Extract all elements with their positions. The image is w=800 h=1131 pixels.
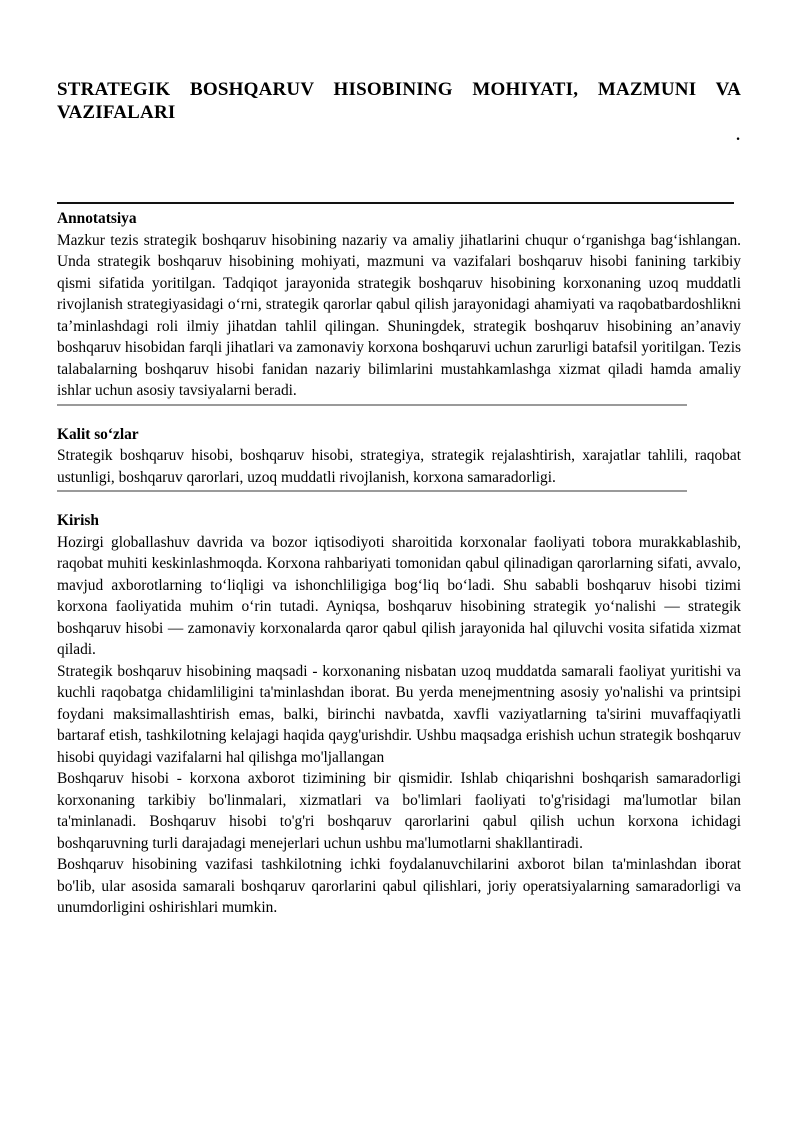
annotation-divider-rule [57, 404, 687, 406]
introduction-paragraph-2: Strategik boshqaruv hisobining maqsadi - korxonaning nisbatan uzoq muddatda samarali faoliyat yuritishi va kuchli raqobatga chidamliligini ta'minlashdan iborat. Bu yerda menejmentning asosiy yo'nalishi va printsipi foydani maksimallashtirish emas, balki, birinchi navbatda, xavfli vaziyatlarning ta'sirini muvaffaqiyatli bartaraf etish, tashkilotning kelajagi haqida qayg'urishdir. Ushbu maqsadga erishish uchun strategik boshqaruv hisobi quyidagi vazifalarni hal qilishga mo'ljallangan [57, 662, 741, 766]
introduction-paragraph-3: Boshqaruv hisobi - korxona axborot tizimining bir qismidir. Ishlab chiqarishni boshqarish samaradorligi korxonaning tarkibiy bo'linmalari, xizmatlari va bo'limlari faoliyati to'g'risidagi ma'lumotlar bilan ta'minlanadi. Boshqaruv hisobi to'g'ri boshqaruv qarorlarini qabul qilish uchun korxona ichidagi boshqaruvning turli darajadagi menejerlari uchun ushbu ma'lumotlarni shakllantiradi. [57, 770, 741, 852]
title-trailing-dot: . [736, 127, 740, 144]
keywords-divider-rule [57, 490, 687, 492]
document-content [57, 0, 741, 919]
annotation-body: Mazkur tezis strategik boshqaruv hisobining nazariy va amaliy jihatlarini chuqur oʻrganishga bagʻishlangan. Unda strategik boshqaruv hisobining mohiyati, mazmuni va vazifalari boshqaruv hisobi fanining tarkibiy qismi sifatida yoritilgan. Tadqiqot jarayonida strategik boshqaruv hisobining korxonaning uzoq muddatli rivojlanish strategiyasidagi oʻrni, strategik qarorlar qabul qilish jarayonidagi ahamiyati va raqobatbardoshlikni taʼminlashdagi roli ilmiy jihatdan tahlil qilingan. Shuningdek, strategik boshqaruv hisobining anʼanaviy boshqaruv hisobidan farqli jihatlari va zamonaviy korxona boshqaruvi uchun zarurligi batafsil yoritilgan. Tezis talabalarning boshqaruv hisobi fanidan nazariy bilimlarini mustahkamlashga xizmat qiladi hamda amaliy ishlar uchun asosiy tavsiyalarni beradi. [57, 231, 741, 399]
introduction-paragraph-4: Boshqaruv hisobining vazifasi tashkilotning ichki foydalanuvchilarini axborot bilan ta'minlashdan iborat bo'lib, ular asosida samarali boshqaruv qarorlarini qabul qilishlari, joriy operatsiyalarning samaradorligi va unumdorligini oshirishlari mumkin. [57, 856, 741, 916]
introduction-heading: Kirish [57, 512, 99, 529]
introduction-paragraph-1: Hozirgi globallashuv davrida va bozor iqtisodiyoti sharoitida korxonalar faoliyati tobora murakkablashib, raqobat muhiti keskinlashmoqda. Korxona rahbariyati tomonidan qabul qilinadigan qarorlarning sifati, avvalo, mavjud axborotlarning toʻliqligi va ishonchliligiga bogʻliq boʻladi. Shu sababli boshqaruv hisobi tizimi korxona faoliyatida muhim oʻrin tutadi. Ayniqsa, boshqaruv hisobining strategik yoʻnalishi — strategik boshqaruv hisobi — zamonaviy korxonalarda qaror qabul qilish jarayonida hal qiluvchi vosita sifatida xizmat qiladi. [57, 533, 741, 658]
keywords-body: Strategik boshqaruv hisobi, boshqaruv hisobi, strategiya, strategik rejalashtirish, xarajatlar tahlili, raqobat ustunligi, boshqaruv qarorlari, uzoq muddatli rivojlanish, korxona samaradorligi. [57, 447, 741, 486]
annotation-heading: Annotatsiya [57, 210, 137, 227]
title-divider-rule [57, 202, 734, 204]
keywords-heading: Kalit soʻzlar [57, 425, 139, 443]
document-title: STRATEGIK BOSHQARUV HISOBINING MOHIYATI, MAZMUNI VA VAZIFALARI [57, 79, 741, 123]
